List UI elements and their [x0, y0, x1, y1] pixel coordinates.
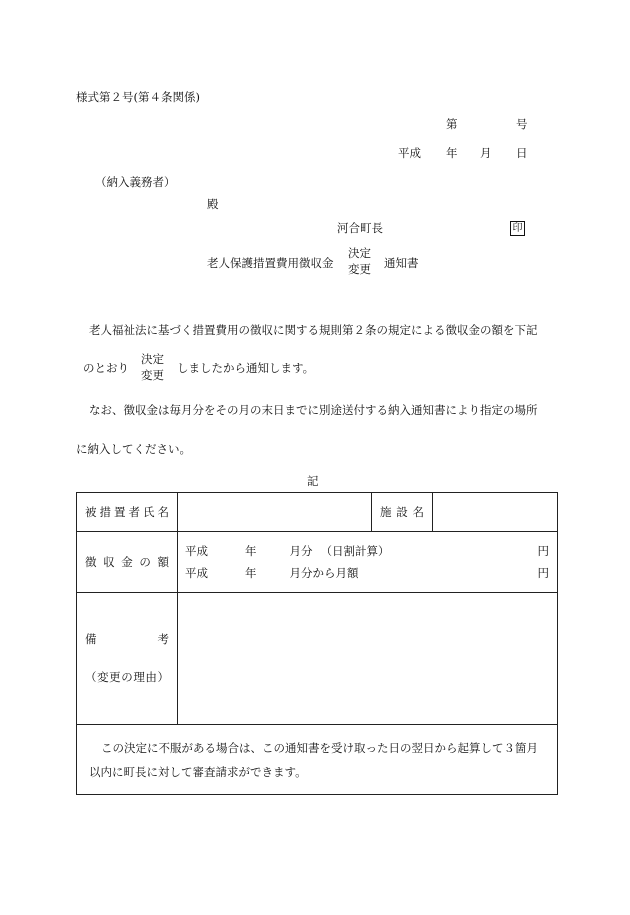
- recipient-honorific: 殿: [207, 197, 219, 211]
- number-prefix: 第: [446, 117, 458, 131]
- amount-2-unit: 円: [537, 566, 549, 580]
- person-name-value: [178, 493, 372, 532]
- amount-2-year: 年: [245, 566, 257, 580]
- body-paragraph-1b-suffix: しましたから通知します。: [177, 361, 315, 375]
- body-paragraph-1b-prefix: のとおり: [83, 361, 129, 375]
- amount-line-daily: [178, 540, 557, 562]
- person-name-label: 被措置者氏名: [77, 493, 178, 532]
- facility-name-label: 施設名: [372, 493, 433, 532]
- amount-1-unit: 円: [537, 544, 549, 558]
- form-number: 様式第２号(第４条関係): [76, 90, 200, 104]
- appeal-notice: この決定に不服がある場合は、この通知書を受け取った日の翌日から起算して３箇月以内に町長に対して審査請求ができます。: [77, 725, 558, 795]
- body-option-decision: 決定: [141, 352, 164, 366]
- remarks-value: [178, 593, 558, 725]
- notice-subject: 老人保護措置費用徴収金: [207, 256, 334, 270]
- remarks-sublabel: （変更の理由）: [85, 669, 169, 684]
- amount-cell: [178, 532, 558, 593]
- body-option-change: 変更: [141, 367, 164, 382]
- recipient-label: （納入義務者）: [95, 175, 176, 189]
- amount-label: 徴収金の額: [77, 532, 178, 593]
- remarks-label: 備考: [85, 632, 169, 646]
- issuer-title: 河合町長: [337, 221, 383, 235]
- notice-suffix: 通知書: [384, 256, 419, 270]
- body-option-stack: [141, 352, 164, 383]
- amount-1-year: 年: [245, 544, 257, 558]
- amount-1-note: （日割計算）: [320, 544, 390, 558]
- amount-1-month: 月分: [289, 544, 313, 558]
- amount-2-era: 平成: [185, 566, 208, 580]
- date-era: 平成: [398, 146, 421, 160]
- date-year: 年: [446, 146, 458, 160]
- body-paragraph-2: なお、徴収金は毎月分をその月の末日までに別途送付する納入通知書により指定の場所: [89, 403, 538, 417]
- amount-1-era: 平成: [185, 544, 208, 558]
- body-paragraph-2b: に納入してください。: [76, 442, 191, 456]
- ki-heading: 記: [307, 474, 319, 488]
- facility-name-value: [433, 493, 558, 532]
- body-paragraph-1: 老人福祉法に基づく措置費用の徴収に関する規則第２条の規定による徴収金の額を下記: [89, 323, 538, 337]
- notice-option-decision: 決定: [348, 246, 371, 260]
- date-month: 月: [480, 146, 492, 160]
- notice-option-stack: [348, 246, 371, 277]
- amount-2-month: 月分から月額: [289, 566, 359, 580]
- date-day: 日: [516, 146, 528, 160]
- details-table: [76, 492, 558, 795]
- seal-mark: 印: [510, 221, 525, 236]
- remarks-label-cell: [77, 593, 178, 725]
- amount-line-monthly: [178, 562, 557, 584]
- notice-option-change: 変更: [348, 261, 371, 276]
- number-suffix: 号: [516, 117, 528, 131]
